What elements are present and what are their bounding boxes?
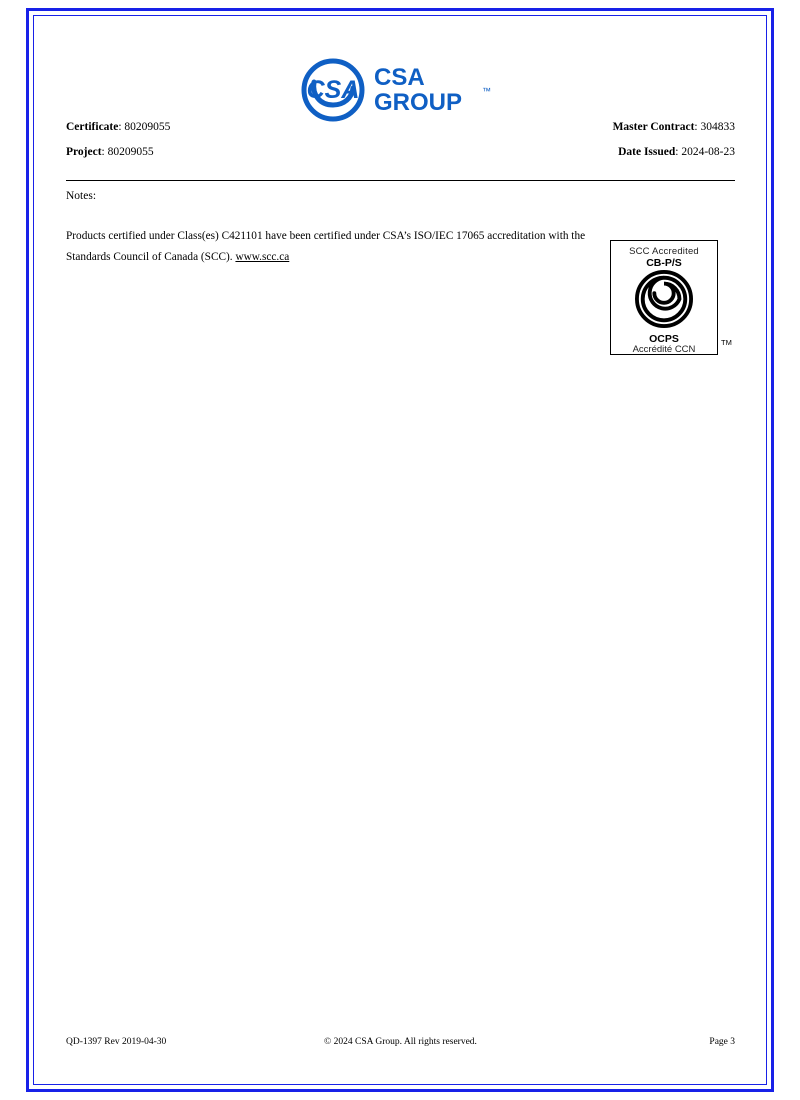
date-issued-label: Date Issued xyxy=(618,146,676,158)
certificate-header-meta xyxy=(66,122,735,172)
project-value: : 80209055 xyxy=(101,146,154,158)
svg-text:CSA: CSA xyxy=(306,76,360,104)
csa-group-logo-icon xyxy=(300,58,500,123)
page-content xyxy=(45,28,755,1072)
footer-copyright: © 2024 CSA Group. All rights reserved. xyxy=(324,1037,477,1047)
certificate-value: : 80209055 xyxy=(118,121,171,133)
notes-text-before-link: Products certified under Class(es) C421101 have been certified under CSA’s ISO/IEC 17065 accreditation with the Standards Council of Canada (SCC). xyxy=(66,230,586,263)
notes-title: Notes: xyxy=(66,190,97,202)
scc-accreditation-mark xyxy=(610,240,718,355)
svg-text:GROUP: GROUP xyxy=(374,89,463,116)
scc-line-3: OCPS xyxy=(649,333,679,345)
notes-body xyxy=(66,226,611,268)
date-issued-value: : 2024-08-23 xyxy=(675,146,735,158)
certificate-label: Certificate xyxy=(66,121,119,133)
master-contract-value: : 304833 xyxy=(694,121,735,133)
scc-website-link[interactable]: www.scc.ca xyxy=(235,251,290,263)
scc-line-2: CB-P/S xyxy=(646,257,682,269)
project-field xyxy=(66,147,154,159)
date-issued-field xyxy=(618,147,735,159)
master-contract-label: Master Contract xyxy=(612,121,695,133)
scc-spiral-icon xyxy=(635,270,693,328)
master-contract-field xyxy=(613,122,735,134)
svg-text:™: ™ xyxy=(482,86,491,96)
footer-page-number: Page 3 xyxy=(709,1037,735,1047)
project-label: Project xyxy=(66,146,102,158)
footer-document-code: QD-1397 Rev 2019-04-30 xyxy=(66,1037,167,1047)
header-divider xyxy=(66,180,735,181)
scc-line-1: SCC Accredited xyxy=(629,246,699,257)
meta-row-1 xyxy=(66,122,735,147)
meta-row-2 xyxy=(66,147,735,172)
certificate-field xyxy=(66,122,170,134)
svg-text:CSA: CSA xyxy=(374,64,425,91)
csa-group-logo xyxy=(300,58,500,123)
scc-trademark-symbol: TM xyxy=(721,338,732,347)
scc-line-4: Accrédité CCN xyxy=(632,344,696,355)
